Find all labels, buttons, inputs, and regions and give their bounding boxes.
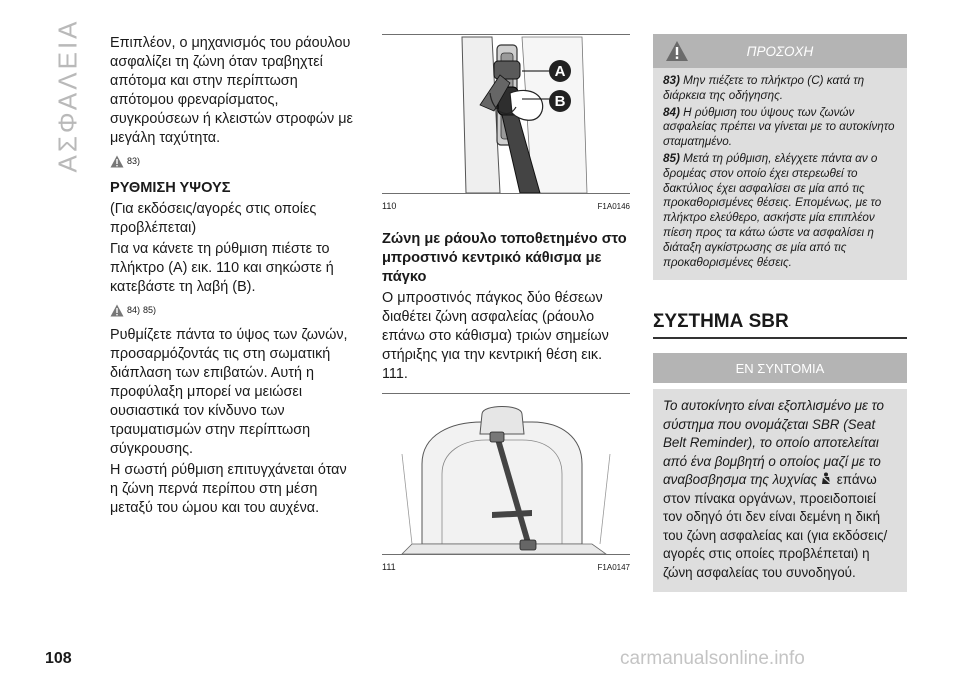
warning-text: Μετά τη ρύθμιση, ελέγχετε πάντα αν ο δρομέας στον οποίο έχει στερεωθεί το δακτύλιος έχει ασφαλίσει σε μία από τις προκαθορισμένες θέσεις. Επομένως, με το πλήκτρο ελεύθερο, ασκήστε μία επιπλέον πίεση προς τα κάτω ώστε να ασφαλίσει η διάταξη αγκίστρωσης σε μία από τις προκαθορισμένες θέσεις. bbox=[663, 151, 882, 269]
figure-code: F1A0147 bbox=[597, 563, 630, 572]
warning-number: 83) bbox=[663, 74, 680, 87]
warning-number: 85) bbox=[663, 151, 680, 165]
warning-triangle-icon bbox=[665, 40, 689, 62]
ref-number: 85) bbox=[143, 305, 157, 315]
figure-code: F1A0146 bbox=[597, 202, 630, 211]
figure-110 bbox=[382, 34, 630, 194]
warning-body bbox=[653, 68, 907, 280]
adjust-instructions: Για να κάνετε τη ρύθμιση πιέστε το πλήκτρο (A) εικ. 110 και σηκώστε ή κατεβάστε τη λαβή (B). bbox=[110, 241, 334, 295]
warning-ref-84-85 bbox=[110, 301, 358, 320]
warning-text: Μην πιέζετε το πλήκτρο (C) κατά τη διάρκεια της οδήγησης. bbox=[663, 74, 865, 102]
summary-header bbox=[653, 353, 907, 383]
figure-number: 111 bbox=[382, 562, 396, 572]
summary-text: επάνω στον πίνακα οργάνων, προειδοποιεί τον οδηγό ότι δεν είναι δεμένη η δική του ζώνη ασφαλείας και (για εκδόσεις/αγορές στις οποίες προβλέπεται) η ζώνη ασφαλείας του συνοδηγού. bbox=[663, 472, 888, 580]
market-note: (Για εκδόσεις/αγορές στις οποίες προβλέπεται) bbox=[110, 201, 317, 236]
callout-a: A bbox=[554, 63, 566, 80]
watermark: carmanualsonline.info bbox=[620, 648, 805, 669]
correct-adjust-paragraph: Η σωστή ρύθμιση επιτυγχάνεται όταν η ζώνη περνά περίπου στη μέση μεταξύ του ώμου και του αυχένα. bbox=[110, 462, 347, 516]
summary-title: ΕΝ ΣΥΝΤΟΜΙΑ bbox=[735, 360, 825, 376]
warning-item bbox=[663, 106, 897, 150]
seatbelt-height-illustration bbox=[382, 35, 630, 193]
ref-number: 83) bbox=[127, 156, 141, 166]
warning-ref-83 bbox=[110, 152, 358, 171]
sbr-section-title: ΣΥΣΤΗΜΑ SBR bbox=[653, 312, 907, 339]
callout-b: B bbox=[554, 93, 566, 110]
seatbelt-warning-light-icon bbox=[821, 472, 833, 486]
figure-111-caption bbox=[382, 558, 630, 577]
column-1 bbox=[110, 34, 358, 520]
warning-triangle-icon bbox=[110, 155, 124, 168]
side-tab-label: ΑΣΦΑΛΕΙΑ bbox=[52, 17, 83, 173]
figure-110-caption bbox=[382, 197, 630, 216]
column-3 bbox=[653, 34, 907, 592]
center-seat-belt-heading: Ζώνη με ράουλο τοποθετημένο στο μπροστινό κεντρικό κάθισμα με πάγκο bbox=[382, 231, 627, 285]
column-2 bbox=[382, 34, 630, 577]
warning-title: ΠΡΟΣΟΧΗ bbox=[746, 43, 814, 59]
warning-triangle-icon bbox=[110, 304, 124, 317]
intro-paragraph: Επιπλέον, ο μηχανισμός του ράουλου ασφαλίζει τη ζώνη όταν τραβηχτεί απότομα και στην περίπτωση απότομου φρεναρίσματος, συγκρούσεων ή κλειστών στροφών με μεγάλη ταχύτητα. bbox=[110, 35, 353, 146]
page-number: 108 bbox=[45, 650, 72, 667]
warning-box bbox=[653, 34, 907, 280]
summary-body bbox=[653, 389, 907, 592]
warning-item bbox=[663, 152, 897, 270]
section-side-tab bbox=[50, 17, 86, 173]
summary-italic-text: Το αυτοκίνητο είναι εξοπλισμένο με το σύστημα που ονομάζεται SBR (Seat Belt Reminder), το οποίο αποτελείται από ένα βομβητή ο οποίος μαζί με το αναβοσβησμα της λυχνίας bbox=[663, 398, 884, 488]
figure-number: 110 bbox=[382, 201, 397, 211]
center-seatbelt-illustration bbox=[382, 394, 630, 554]
adjust-advice-paragraph: Ρυθμίζετε πάντα το ύψος των ζωνών, προσαρμόζοντάς τις στη σωματική διάπλαση των επιβατών. Αυτή η προφύλαξη μπορεί να μειώσει ουσιαστικά τον κίνδυνο των τραυματισμών στην περίπτωση σύγκρουσης. bbox=[110, 327, 348, 457]
warning-text: Η ρύθμιση του ύψους των ζωνών ασφαλείας πρέπει να γίνεται με το αυτοκίνητο σταματημένο. bbox=[663, 105, 895, 149]
center-seat-belt-paragraph: Ο μπροστινός πάγκος δύο θέσεων διαθέτει ζώνη ασφαλείας (ράουλο επάνω στο κάθισμα) τριών σημείων στήριξης για την κεντρική θέση εικ. 111. bbox=[382, 290, 609, 382]
ref-number: 84) bbox=[127, 305, 141, 315]
warning-number: 84) bbox=[663, 105, 680, 119]
warning-item bbox=[663, 74, 897, 104]
height-adjust-heading: ΡΥΘΜΙΣΗ ΥΨΟΥΣ bbox=[110, 180, 231, 196]
warning-header bbox=[653, 34, 907, 68]
figure-111 bbox=[382, 393, 630, 555]
